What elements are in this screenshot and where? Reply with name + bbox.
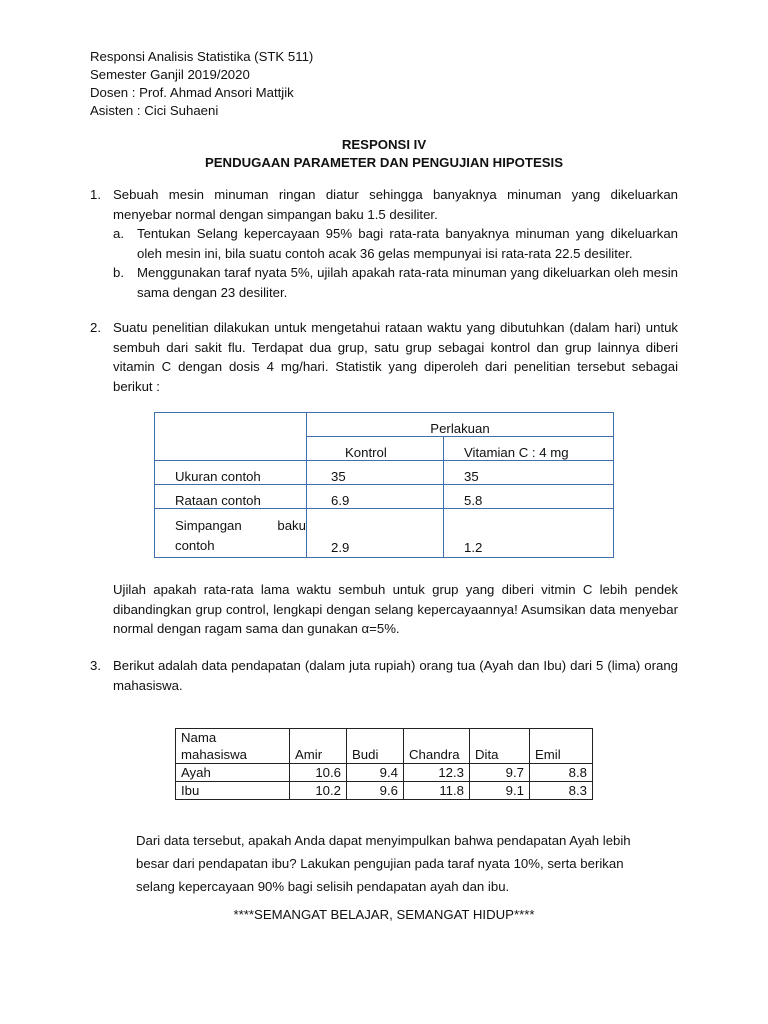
question-1a bbox=[113, 224, 678, 263]
cell-vitamin: 5.8 bbox=[444, 485, 614, 509]
income-value: 8.3 bbox=[530, 782, 593, 800]
cell-vitamin: 1.2 bbox=[444, 509, 614, 558]
row-label-word: Simpangan bbox=[175, 518, 242, 533]
treatment-table bbox=[154, 412, 614, 558]
row-label-word: baku bbox=[277, 518, 306, 533]
income-value: 8.8 bbox=[530, 764, 593, 782]
question-3-text: Berikut adalah data pendapatan (dalam juta rupiah) orang tua (Ayah dan Ibu) dari 5 (lima) orang mahasiswa. bbox=[113, 658, 678, 693]
income-value: 12.3 bbox=[404, 764, 470, 782]
question-number: 3. bbox=[90, 658, 101, 673]
question-3-line-3: selang kepercayaan 90% bagi selisih pendapatan ayah dan ibu. bbox=[136, 879, 510, 894]
question-3-line-2: besar dari pendapatan ibu? Lakukan pengujian pada taraf nyata 10%, serta berikan bbox=[136, 856, 624, 871]
income-value: 11.8 bbox=[404, 782, 470, 800]
assistant: Asisten : Cici Suhaeni bbox=[90, 103, 219, 118]
question-2-text: Suatu penelitian dilakukan untuk mengetahui rataan waktu yang dibutuhkan (dalam hari) untuk sembuh dari sakit flu. Terdapat dua grup, satu grup sebagai kontrol dan grup lainnya diberi vitamin C dengan dosis 4 mg/hari. Statistik yang diperoleh dari penelitian tersebut sebagai berikut : bbox=[113, 320, 678, 394]
cell-control: 2.9 bbox=[307, 509, 444, 558]
row-label: Ukuran contoh bbox=[155, 461, 307, 485]
name-header-line-2: mahasiswa bbox=[181, 747, 247, 762]
question-1-text: Sebuah mesin minuman ringan diatur sehingga banyaknya minuman yang dikeluarkan menyebar normal dengan simpangan baku 1.5 desiliter. bbox=[113, 187, 678, 222]
income-value: 9.1 bbox=[470, 782, 530, 800]
question-2-instruction-text: Ujilah apakah rata-rata lama waktu sembuh untuk grup yang diberi vitmin C lebih pendek dibandingkan grup control, lengkapi dengan selang kepercayaannya! Asumsikan data menyebar normal dengan ragam sama dan gunakan bbox=[113, 582, 678, 636]
question-2 bbox=[90, 318, 678, 396]
question-3 bbox=[90, 656, 678, 695]
table-group-header: Perlakuan bbox=[307, 413, 614, 437]
table-row bbox=[176, 782, 593, 800]
question-1a-text: Tentukan Selang kepercayaan 95% bagi rata-rata banyaknya minuman yang dikeluarkan oleh mesin ini, bila suatu contoh acak 36 gelas mempunyai isi rata-rata 22.5 desiliter. bbox=[137, 226, 678, 261]
name-header-line-1: Nama bbox=[181, 730, 217, 745]
semester: Semester Ganjil 2019/2020 bbox=[90, 67, 250, 82]
income-value: 9.6 bbox=[347, 782, 404, 800]
lecturer: Dosen : Prof. Ahmad Ansori Mattjik bbox=[90, 85, 294, 100]
row-label-line-2: contoh bbox=[175, 537, 215, 553]
course-name: Responsi Analisis Statistika (STK 511) bbox=[90, 49, 314, 64]
row-label: Ayah bbox=[176, 764, 290, 782]
question-2-instruction bbox=[113, 580, 678, 639]
row-label bbox=[155, 509, 307, 558]
subquestion-label: a. bbox=[113, 226, 124, 241]
closing-message: ****SEMANGAT BELAJAR, SEMANGAT HIDUP**** bbox=[233, 907, 535, 922]
document-header bbox=[90, 48, 313, 120]
table-row bbox=[155, 485, 614, 509]
income-value: 9.4 bbox=[347, 764, 404, 782]
student-name: Budi bbox=[347, 729, 404, 764]
table-row bbox=[155, 509, 614, 558]
question-3-line-1: Dari data tersebut, apakah Anda dapat menyimpulkan bahwa pendapatan Ayah lebih bbox=[136, 833, 631, 848]
income-value: 9.7 bbox=[470, 764, 530, 782]
question-3-instruction bbox=[136, 829, 676, 898]
column-header-vitamin: Vitamian C : 4 mg bbox=[444, 437, 614, 461]
table-header-row bbox=[176, 729, 593, 764]
cell-vitamin: 35 bbox=[444, 461, 614, 485]
question-number: 2. bbox=[90, 320, 101, 335]
table-corner-cell bbox=[155, 413, 307, 461]
subquestion-label: b. bbox=[113, 265, 124, 280]
question-1b-text: Menggunakan taraf nyata 5%, ujilah apakah rata-rata minuman yang dikeluarkan oleh mesin sama dengan 23 desiliter. bbox=[137, 265, 678, 300]
cell-control: 35 bbox=[307, 461, 444, 485]
question-1b bbox=[113, 263, 678, 302]
row-label-line-1 bbox=[175, 516, 306, 536]
question-1 bbox=[90, 185, 678, 302]
student-name: Amir bbox=[290, 729, 347, 764]
table-row bbox=[155, 461, 614, 485]
income-value: 10.6 bbox=[290, 764, 347, 782]
cell-control: 6.9 bbox=[307, 485, 444, 509]
income-table bbox=[175, 728, 593, 800]
student-name: Chandra bbox=[404, 729, 470, 764]
student-name: Dita bbox=[470, 729, 530, 764]
document-title bbox=[0, 136, 768, 172]
title-line-1: RESPONSI IV bbox=[341, 137, 427, 152]
question-number: 1. bbox=[90, 187, 101, 202]
alpha-value: α=5%. bbox=[361, 621, 400, 636]
title-line-2: PENDUGAAN PARAMETER DAN PENGUJIAN HIPOTESIS bbox=[204, 155, 564, 170]
row-label: Ibu bbox=[176, 782, 290, 800]
student-name: Emil bbox=[530, 729, 593, 764]
name-header bbox=[176, 729, 290, 764]
income-value: 10.2 bbox=[290, 782, 347, 800]
row-label: Rataan contoh bbox=[155, 485, 307, 509]
column-header-control: Kontrol bbox=[307, 437, 444, 461]
table-row bbox=[176, 764, 593, 782]
